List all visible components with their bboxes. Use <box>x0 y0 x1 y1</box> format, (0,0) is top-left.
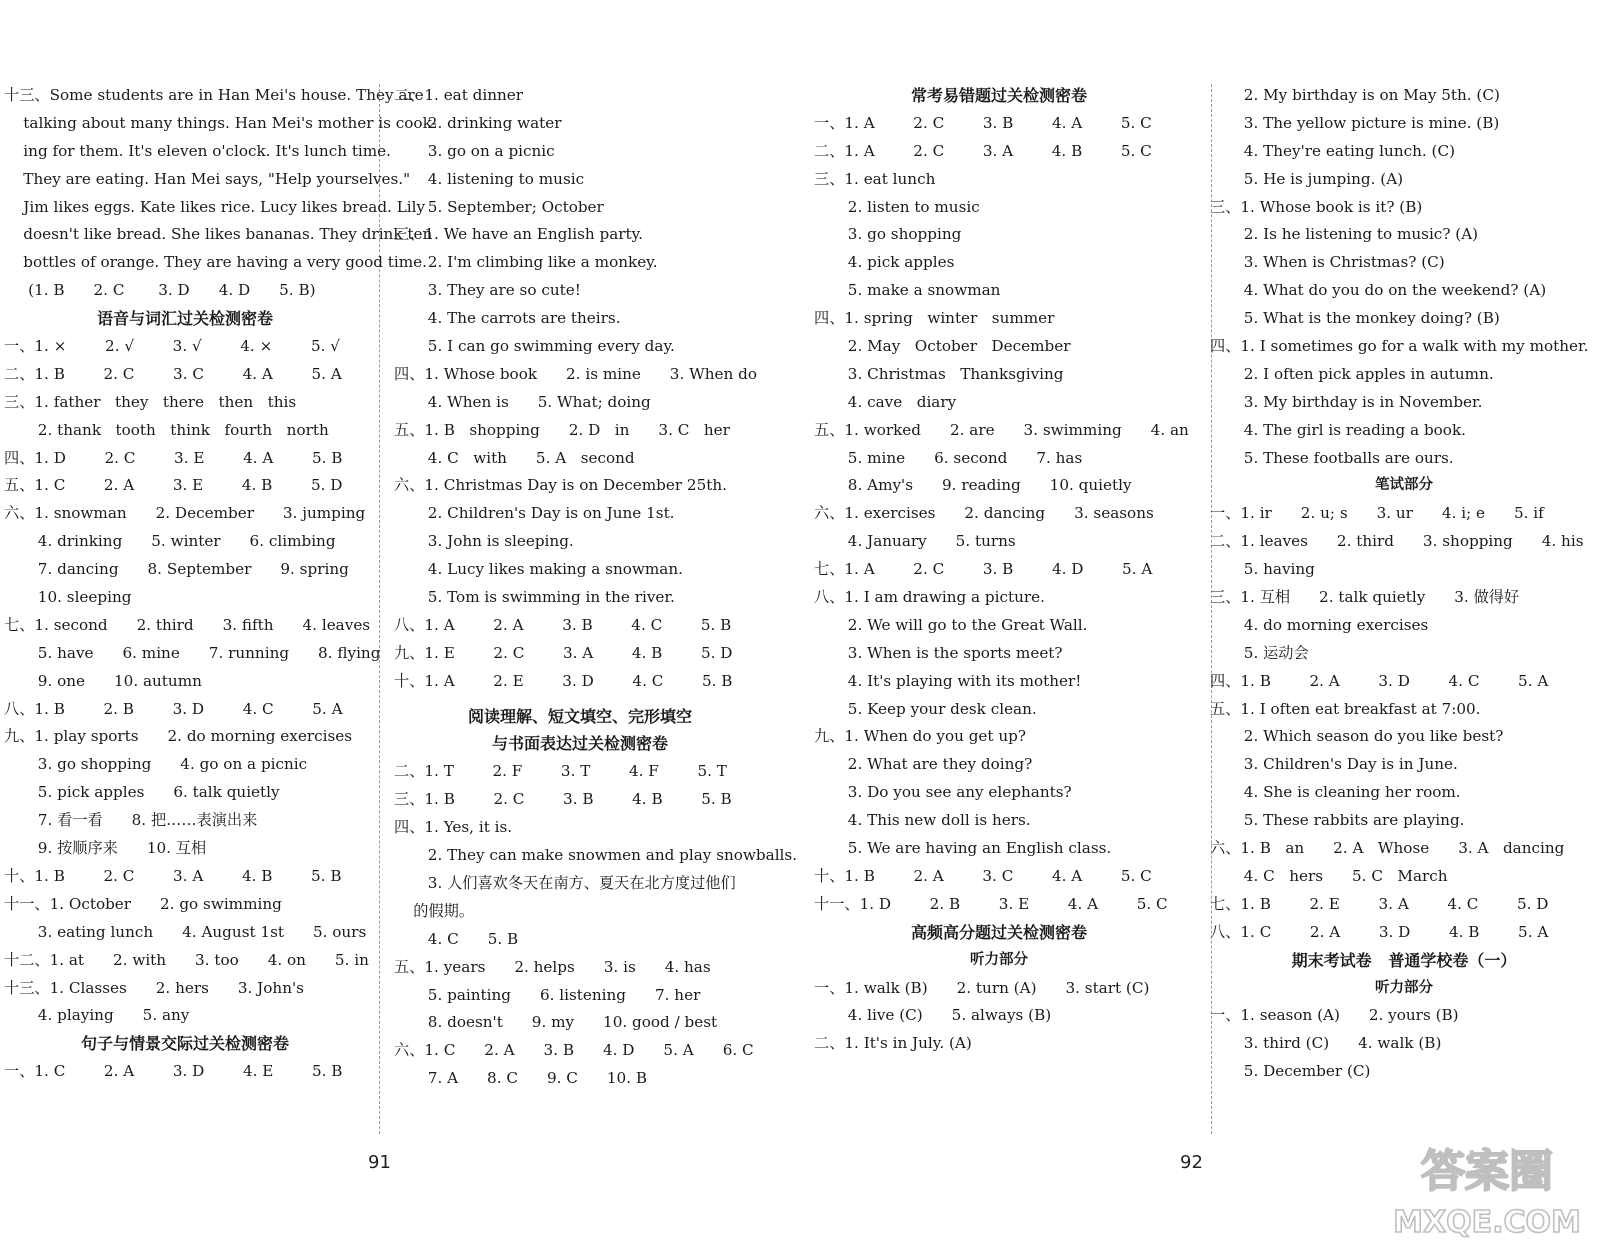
answer-line: 4. This new doll is hers. <box>814 811 1031 830</box>
answer-line: 8. doesn't 9. my 10. good / best <box>394 1013 718 1032</box>
answer-line: 十二、1. at 2. with 3. too 4. on 5. in <box>4 950 369 969</box>
answer-line: 二、1. A 2. C 3. A 4. B 5. C <box>814 141 1152 160</box>
watermark-logo <box>1387 1134 1587 1244</box>
answer-line: 2. drinking water <box>394 113 562 132</box>
answer-line: 5. I can go swimming every day. <box>394 337 675 356</box>
answer-line: 二、1. B 2. C 3. C 4. A 5. A <box>4 364 342 383</box>
answer-line: 九、1. E 2. C 3. A 4. B 5. D <box>394 643 733 662</box>
answer-line: 2. We will go to the Great Wall. <box>814 615 1088 634</box>
answer-line: 十、1. B 2. C 3. A 4. B 5. B <box>4 866 342 885</box>
answer-line: 5. December (C) <box>1210 1062 1371 1081</box>
answer-line: 三、1. Whose book is it? (B) <box>1210 197 1423 216</box>
answer-line: 3. eating lunch 4. August 1st 5. ours <box>4 922 367 941</box>
answer-line: 3. Christmas Thanksgiving <box>814 364 1064 383</box>
answer-line: 七、1. second 2. third 3. fifth 4. leaves <box>4 615 371 634</box>
answer-line: 五、1. I often eat breakfast at 7:00. <box>1210 699 1481 718</box>
answer-line: 三、1. eat lunch <box>814 169 936 188</box>
answer-line: 5. mine 6. second 7. has <box>814 448 1083 467</box>
answer-line: 3. My birthday is in November. <box>1210 392 1483 411</box>
answer-line: 2. Which season do you like best? <box>1210 727 1504 746</box>
answer-line: 的假期。 <box>394 901 475 920</box>
section-heading: 阅读理解、短文填空、完形填空 <box>467 706 692 726</box>
answer-line: 3. go on a picnic <box>394 141 555 160</box>
answer-line: 2. Children's Day is on June 1st. <box>394 504 675 523</box>
answer-line: 5. Tom is swimming in the river. <box>394 588 675 607</box>
answer-line: 5. We are having an English class. <box>814 839 1112 858</box>
answer-line: 三、1. B 2. C 3. B 4. B 5. B <box>394 790 732 809</box>
answer-line: doesn't like bread. She likes bananas. They drink ten <box>4 225 433 244</box>
section-heading: 听力部分 <box>1375 979 1433 996</box>
answer-line: 3. 人们喜欢冬天在南方、夏天在北方度过他们 <box>394 873 736 892</box>
answer-line: 5. make a snowman <box>814 281 1001 300</box>
answer-line: 4. C hers 5. C March <box>1210 866 1448 885</box>
answer-line: 十、1. B 2. A 3. C 4. A 5. C <box>814 866 1152 885</box>
answer-line: 4. C 5. B <box>394 929 519 948</box>
answer-line: Jim likes eggs. Kate likes rice. Lucy likes bread. Lily <box>4 197 426 216</box>
answer-line: 5. Keep your desk clean. <box>814 699 1037 718</box>
answer-line: 3. The yellow picture is mine. (B) <box>1210 113 1500 132</box>
answer-line: 九、1. When do you get up? <box>814 727 1026 746</box>
spacer <box>394 696 766 703</box>
answer-line: 3. Do you see any elephants? <box>814 783 1072 802</box>
answer-line: 二、1. eat dinner <box>394 86 524 104</box>
answer-line: 4. playing 5. any <box>4 1006 190 1025</box>
answer-line: 六、1. Christmas Day is on December 25th. <box>394 476 727 495</box>
answer-line: 六、1. snowman 2. December 3. jumping <box>4 504 366 523</box>
answer-line: 2. thank tooth think fourth north <box>4 420 329 439</box>
answer-line: 五、1. B shopping 2. D in 3. C her <box>394 420 730 439</box>
answer-line: 4. listening to music <box>394 169 585 188</box>
page-number-left: 91 <box>368 1152 391 1173</box>
answer-line: 四、1. D 2. C 3. E 4. A 5. B <box>4 448 343 467</box>
answer-line: 2. May October December <box>814 337 1071 356</box>
answer-line: 2. They can make snowmen and play snowballs. <box>394 846 798 865</box>
answer-line: 5. September; October <box>394 197 604 216</box>
answer-line: 5. 运动会 <box>1210 643 1309 662</box>
answer-line: 3. John is sleeping. <box>394 532 574 551</box>
answer-column-4 <box>1210 82 1598 1086</box>
answer-line: 4. live (C) 5. always (B) <box>814 1006 1052 1025</box>
answer-line: 一、1. ir 2. u; s 3. ur 4. i; e 5. if <box>1210 504 1544 523</box>
answer-line: ing for them. It's eleven o'clock. It's lunch time. <box>4 141 391 160</box>
section-heading: 期末考试卷 普通学校卷（一） <box>1291 950 1517 970</box>
section-heading: 笔试部分 <box>1375 477 1433 494</box>
answer-line: 4. C with 5. A second <box>394 448 635 467</box>
answer-line: 四、1. B 2. A 3. D 4. C 5. A <box>1210 671 1549 690</box>
answer-line: 2. I'm climbing like a monkey. <box>394 253 658 272</box>
answer-line: 3. They are so cute! <box>394 281 581 300</box>
answer-line: 4. Lucy likes making a snowman. <box>394 560 683 579</box>
answer-line: 四、1. spring winter summer <box>814 309 1055 328</box>
page-number-right: 92 <box>1180 1152 1203 1173</box>
answer-line: 3. Children's Day is in June. <box>1210 755 1458 774</box>
answer-line: 四、1. Whose book 2. is mine 3. When do <box>394 364 757 383</box>
watermark-top-text: 答案圈 <box>1421 1146 1553 1197</box>
section-heading: 句子与情景交际过关检测密卷 <box>80 1034 289 1054</box>
answer-line: 三、1. 互相 2. talk quietly 3. 做得好 <box>1210 588 1520 607</box>
answer-line: (1. B 2. C 3. D 4. D 5. B) <box>4 281 316 300</box>
answer-line: 4. What do you do on the weekend? (A) <box>1210 281 1547 300</box>
answer-line: 七、1. A 2. C 3. B 4. D 5. A <box>814 560 1153 579</box>
answer-line: 5. What is the monkey doing? (B) <box>1210 309 1500 328</box>
answer-line: 5. He is jumping. (A) <box>1210 169 1404 188</box>
section-heading: 语音与词汇过关检测密卷 <box>96 309 273 329</box>
answer-line: 二、1. It's in July. (A) <box>814 1034 972 1053</box>
answer-line: 八、1. C 2. A 3. D 4. B 5. A <box>1210 922 1549 941</box>
answer-line: 一、1. × 2. √ 3. √ 4. × 5. √ <box>4 337 340 356</box>
answer-line: 十一、1. D 2. B 3. E 4. A 5. C <box>814 894 1168 913</box>
answer-line: 一、1. A 2. C 3. B 4. A 5. C <box>814 113 1152 132</box>
answer-line: 4. January 5. turns <box>814 532 1016 551</box>
answer-line: 7. dancing 8. September 9. spring <box>4 560 349 579</box>
answer-line: 5. These footballs are ours. <box>1210 448 1454 467</box>
answer-line: 4. pick apples <box>814 253 955 272</box>
answer-line: 9. 按顺序来 10. 互相 <box>4 839 207 858</box>
answer-line: They are eating. Han Mei says, "Help yourselves." <box>4 169 411 188</box>
answer-line: 十三、Some students are in Han Mei's house. They are <box>4 86 424 104</box>
answer-line: 2. listen to music <box>814 197 980 216</box>
answer-line: 4. cave diary <box>814 392 957 411</box>
answer-line: 五、1. worked 2. are 3. swimming 4. an <box>814 420 1189 439</box>
answer-line: 4. When is 5. What; doing <box>394 392 651 411</box>
watermark-bottom-text: MXQE.COM <box>1393 1205 1581 1240</box>
answer-line: 3. go shopping 4. go on a picnic <box>4 755 308 774</box>
answer-line: 七、1. B 2. E 3. A 4. C 5. D <box>1210 894 1549 913</box>
answer-line: 六、1. C 2. A 3. B 4. D 5. A 6. C <box>394 1041 754 1060</box>
answer-line: 8. Amy's 9. reading 10. quietly <box>814 476 1132 495</box>
answer-line: 3. When is the sports meet? <box>814 643 1063 662</box>
answer-line: 九、1. play sports 2. do morning exercises <box>4 727 353 746</box>
answer-line: 10. sleeping <box>4 588 132 607</box>
answer-line: 5. have 6. mine 7. running 8. flying <box>4 643 381 662</box>
answer-line: 一、1. C 2. A 3. D 4. E 5. B <box>4 1062 343 1081</box>
section-heading: 常考易错题过关检测密卷 <box>910 86 1087 105</box>
answer-line: 十一、1. October 2. go swimming <box>4 894 282 913</box>
answer-line: 4. The girl is reading a book. <box>1210 420 1466 439</box>
answer-line: 二、1. T 2. F 3. T 4. F 5. T <box>394 762 727 781</box>
answer-line: talking about many things. Han Mei's mother is cook- <box>4 113 437 132</box>
answer-line: 四、1. Yes, it is. <box>394 818 513 837</box>
answer-line: 五、1. years 2. helps 3. is 4. has <box>394 957 711 976</box>
answer-line: 4. do morning exercises <box>1210 615 1429 634</box>
answer-line: 2. Is he listening to music? (A) <box>1210 225 1479 244</box>
answer-line: 三、1. We have an English party. <box>394 225 644 244</box>
answer-line: 3. When is Christmas? (C) <box>1210 253 1445 272</box>
answer-line: 四、1. I sometimes go for a walk with my mother. <box>1210 337 1589 356</box>
answer-line: 4. The carrots are theirs. <box>394 309 621 328</box>
answer-line: 六、1. B an 2. A Whose 3. A dancing <box>1210 839 1565 858</box>
answer-line: 二、1. leaves 2. third 3. shopping 4. his <box>1210 532 1584 551</box>
answer-line: 5. These rabbits are playing. <box>1210 811 1465 830</box>
answer-line: 4. She is cleaning her room. <box>1210 783 1461 802</box>
answer-line: 六、1. exercises 2. dancing 3. seasons <box>814 504 1154 523</box>
answer-line: 十三、1. Classes 2. hers 3. John's <box>4 978 304 997</box>
section-heading: 与书面表达过关检测密卷 <box>491 734 668 754</box>
answer-line: 5. painting 6. listening 7. her <box>394 985 701 1004</box>
answer-column-3 <box>814 82 1189 1058</box>
answer-line: 3. third (C) 4. walk (B) <box>1210 1034 1442 1053</box>
answer-line: 4. It's playing with its mother! <box>814 671 1082 690</box>
answer-line: 一、1. season (A) 2. yours (B) <box>1210 1006 1459 1025</box>
section-heading: 听力部分 <box>970 951 1028 968</box>
answer-line: 5. pick apples 6. talk quietly <box>4 783 280 802</box>
answer-line: 八、1. B 2. B 3. D 4. C 5. A <box>4 699 343 718</box>
answer-line: 9. one 10. autumn <box>4 671 202 690</box>
answer-line: 五、1. C 2. A 3. E 4. B 5. D <box>4 476 343 495</box>
answer-line: 八、1. A 2. A 3. B 4. C 5. B <box>394 615 732 634</box>
answer-line: 2. I often pick apples in autumn. <box>1210 364 1494 383</box>
answer-line: 一、1. walk (B) 2. turn (A) 3. start (C) <box>814 978 1150 997</box>
answer-column-2 <box>394 82 798 1093</box>
answer-line: 7. A 8. C 9. C 10. B <box>394 1069 647 1088</box>
answer-line: 7. 看一看 8. 把……表演出来 <box>4 811 258 830</box>
answer-line: 4. They're eating lunch. (C) <box>1210 141 1456 160</box>
answer-line: 十、1. A 2. E 3. D 4. C 5. B <box>394 671 733 690</box>
answer-line: 5. having <box>1210 560 1315 579</box>
answer-line: bottles of orange. They are having a very good time. <box>4 253 427 272</box>
answer-line: 2. What are they doing? <box>814 755 1033 774</box>
answer-line: 4. drinking 5. winter 6. climbing <box>4 532 336 551</box>
section-heading: 高频高分题过关检测密卷 <box>910 922 1087 942</box>
answer-line: 三、1. father they there then this <box>4 392 297 411</box>
answer-line: 2. My birthday is on May 5th. (C) <box>1210 86 1500 104</box>
answer-line: 3. go shopping <box>814 225 962 244</box>
answer-line: 八、1. I am drawing a picture. <box>814 588 1045 607</box>
